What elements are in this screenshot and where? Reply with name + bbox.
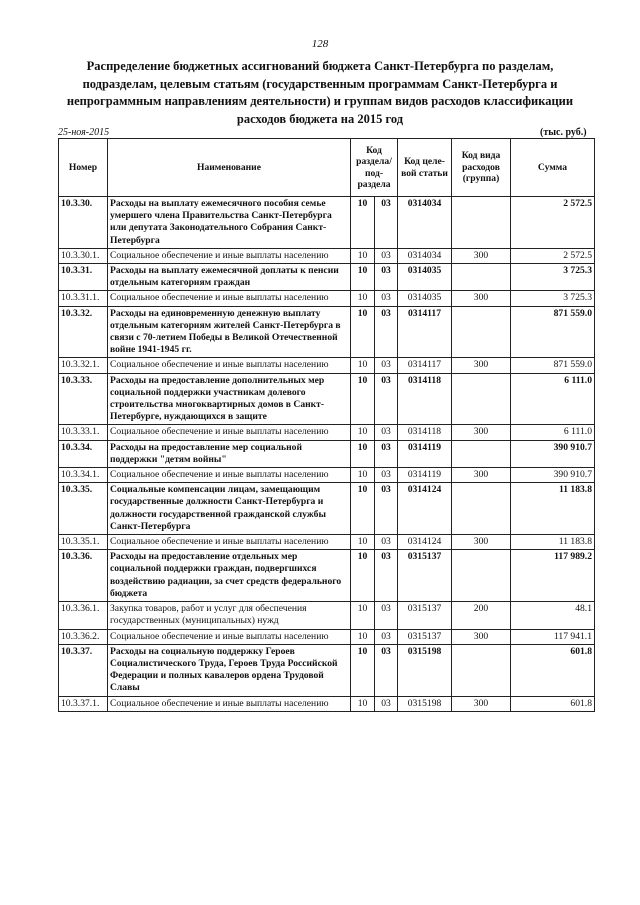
header-kind: Код вида расходов (группа) bbox=[452, 139, 511, 197]
row-sum: 48.1 bbox=[511, 602, 595, 629]
table-row bbox=[59, 535, 595, 550]
row-kind bbox=[452, 550, 511, 602]
table-row bbox=[59, 291, 595, 306]
row-section: 10 bbox=[351, 373, 375, 425]
row-section: 10 bbox=[351, 306, 375, 358]
row-sum: 6 111.0 bbox=[511, 425, 595, 440]
row-name: Расходы на единовременную денежную выплату отдельным категориям жителей Санкт-Петербурга в связи с 70-летием Победы в Великой Отечественной войне 1941-1945 гг. bbox=[108, 306, 351, 358]
row-number: 10.3.34.1. bbox=[59, 468, 108, 483]
row-target: 0315137 bbox=[398, 550, 452, 602]
row-section: 10 bbox=[351, 550, 375, 602]
row-subsection: 03 bbox=[375, 644, 398, 696]
row-name: Расходы на выплату ежемесячного пособия семье умершего члена Правительства Санкт-Петербурга или депутата Законодательного Собрания Санкт-Петербурга bbox=[108, 197, 351, 249]
row-target: 0314117 bbox=[398, 358, 452, 373]
row-section: 10 bbox=[351, 602, 375, 629]
row-section: 10 bbox=[351, 358, 375, 373]
table-row bbox=[59, 483, 595, 535]
title-line: непрограммным направлениям деятельности) и группам видов расходов классификации bbox=[66, 94, 574, 108]
table-row bbox=[59, 550, 595, 602]
header-name: Наименование bbox=[108, 139, 351, 197]
header-sum: Сумма bbox=[511, 139, 595, 197]
row-section: 10 bbox=[351, 483, 375, 535]
title-line: Распределение бюджетных ассигнований бюджета Санкт-Петербурга по разделам, bbox=[86, 59, 554, 73]
row-number: 10.3.37.1. bbox=[59, 696, 108, 711]
row-name: Расходы на предоставление дополнительных мер социальной поддержки участникам долевого строительства многоквартирных домов в Санкт-Петербурге, нуждающихся в защите bbox=[108, 373, 351, 425]
row-sum: 390 910.7 bbox=[511, 440, 595, 467]
row-subsection: 03 bbox=[375, 468, 398, 483]
row-number: 10.3.30.1. bbox=[59, 248, 108, 263]
row-subsection: 03 bbox=[375, 306, 398, 358]
row-section: 10 bbox=[351, 197, 375, 249]
table-row bbox=[59, 264, 595, 291]
row-target: 0314034 bbox=[398, 197, 452, 249]
table-row bbox=[59, 248, 595, 263]
page-number: 128 bbox=[311, 38, 329, 50]
row-sum: 601.8 bbox=[511, 644, 595, 696]
row-section: 10 bbox=[351, 535, 375, 550]
row-number: 10.3.32. bbox=[59, 306, 108, 358]
table-row bbox=[59, 425, 595, 440]
row-number: 10.3.31. bbox=[59, 264, 108, 291]
row-target: 0314118 bbox=[398, 373, 452, 425]
row-name: Социальное обеспечение и иные выплаты населению bbox=[108, 696, 351, 711]
row-kind: 300 bbox=[452, 629, 511, 644]
row-section: 10 bbox=[351, 291, 375, 306]
row-section: 10 bbox=[351, 440, 375, 467]
row-subsection: 03 bbox=[375, 602, 398, 629]
row-kind: 300 bbox=[452, 291, 511, 306]
row-target: 0314035 bbox=[398, 291, 452, 306]
table-row bbox=[59, 468, 595, 483]
row-kind bbox=[452, 197, 511, 249]
row-subsection: 03 bbox=[375, 440, 398, 467]
row-section: 10 bbox=[351, 425, 375, 440]
row-section: 10 bbox=[351, 629, 375, 644]
row-subsection: 03 bbox=[375, 291, 398, 306]
row-sum: 2 572.5 bbox=[511, 248, 595, 263]
row-number: 10.3.33.1. bbox=[59, 425, 108, 440]
row-target: 0315137 bbox=[398, 602, 452, 629]
row-sum: 11 183.8 bbox=[511, 535, 595, 550]
row-name: Расходы на социальную поддержку Героев Социалистического Труда, Героев Труда Российской Федерации и полных кавалеров ордена Трудовой Славы bbox=[108, 644, 351, 696]
row-subsection: 03 bbox=[375, 696, 398, 711]
units-label: (тыс. руб.) bbox=[540, 127, 587, 138]
header-number: Номер bbox=[59, 139, 108, 197]
row-target: 0315198 bbox=[398, 644, 452, 696]
row-section: 10 bbox=[351, 644, 375, 696]
table-row bbox=[59, 696, 595, 711]
row-number: 10.3.34. bbox=[59, 440, 108, 467]
row-subsection: 03 bbox=[375, 535, 398, 550]
row-sum: 11 183.8 bbox=[511, 483, 595, 535]
row-target: 0314034 bbox=[398, 248, 452, 263]
row-target: 0314124 bbox=[398, 483, 452, 535]
row-section: 10 bbox=[351, 248, 375, 263]
row-kind bbox=[452, 644, 511, 696]
row-name: Расходы на выплату ежемесячной доплаты к пенсии отдельным категориям граждан bbox=[108, 264, 351, 291]
row-sum: 871 559.0 bbox=[511, 358, 595, 373]
row-subsection: 03 bbox=[375, 248, 398, 263]
table-body bbox=[59, 197, 595, 712]
row-sum: 117 989.2 bbox=[511, 550, 595, 602]
header-section: Код раздела/ под-раздела bbox=[351, 139, 398, 197]
table-row bbox=[59, 602, 595, 629]
row-number: 10.3.37. bbox=[59, 644, 108, 696]
row-sum: 871 559.0 bbox=[511, 306, 595, 358]
row-kind: 300 bbox=[452, 468, 511, 483]
row-kind bbox=[452, 483, 511, 535]
row-subsection: 03 bbox=[375, 550, 398, 602]
table-row bbox=[59, 373, 595, 425]
row-name: Социальные компенсации лицам, замещающим государственные должности Санкт-Петербурга и должности государственной гражданской службы Санкт-Петербурга bbox=[108, 483, 351, 535]
row-kind: 300 bbox=[452, 425, 511, 440]
row-name: Социальное обеспечение и иные выплаты населению bbox=[108, 425, 351, 440]
header-target: Код целе-вой статьи bbox=[398, 139, 452, 197]
row-target: 0314119 bbox=[398, 440, 452, 467]
row-sum: 2 572.5 bbox=[511, 197, 595, 249]
row-kind: 300 bbox=[452, 535, 511, 550]
row-sum: 390 910.7 bbox=[511, 468, 595, 483]
table-row bbox=[59, 197, 595, 249]
row-subsection: 03 bbox=[375, 358, 398, 373]
row-name: Закупка товаров, работ и услуг для обеспечения государственных (муниципальных) нужд bbox=[108, 602, 351, 629]
row-subsection: 03 bbox=[375, 483, 398, 535]
row-sum: 6 111.0 bbox=[511, 373, 595, 425]
row-kind bbox=[452, 264, 511, 291]
row-section: 10 bbox=[351, 468, 375, 483]
row-name: Социальное обеспечение и иные выплаты населению bbox=[108, 468, 351, 483]
row-target: 0314119 bbox=[398, 468, 452, 483]
row-name: Социальное обеспечение и иные выплаты населению bbox=[108, 535, 351, 550]
table-row bbox=[59, 629, 595, 644]
row-subsection: 03 bbox=[375, 264, 398, 291]
row-number: 10.3.33. bbox=[59, 373, 108, 425]
row-name: Социальное обеспечение и иные выплаты населению bbox=[108, 248, 351, 263]
row-number: 10.3.36. bbox=[59, 550, 108, 602]
row-kind: 300 bbox=[452, 358, 511, 373]
row-target: 0315198 bbox=[398, 696, 452, 711]
row-kind: 200 bbox=[452, 602, 511, 629]
row-kind bbox=[452, 440, 511, 467]
document-title bbox=[40, 58, 600, 128]
title-line: расходов бюджета на 2015 год bbox=[236, 111, 404, 126]
row-subsection: 03 bbox=[375, 373, 398, 425]
row-target: 0315137 bbox=[398, 629, 452, 644]
row-target: 0314124 bbox=[398, 535, 452, 550]
table-row bbox=[59, 358, 595, 373]
row-number: 10.3.32.1. bbox=[59, 358, 108, 373]
row-number: 10.3.36.1. bbox=[59, 602, 108, 629]
budget-table bbox=[58, 138, 595, 712]
table-row bbox=[59, 440, 595, 467]
row-number: 10.3.30. bbox=[59, 197, 108, 249]
row-section: 10 bbox=[351, 264, 375, 291]
row-sum: 117 941.1 bbox=[511, 629, 595, 644]
table-row bbox=[59, 306, 595, 358]
row-sum: 3 725.3 bbox=[511, 264, 595, 291]
row-number: 10.3.31.1. bbox=[59, 291, 108, 306]
row-target: 0314117 bbox=[398, 306, 452, 358]
document-date: 25-ноя-2015 bbox=[58, 127, 110, 138]
title-line: подразделам, целевым статьям (государственным программам Санкт-Петербурга и bbox=[82, 76, 558, 91]
row-kind: 300 bbox=[452, 696, 511, 711]
row-name: Расходы на предоставление мер социальной поддержки "детям войны" bbox=[108, 440, 351, 467]
row-sum: 3 725.3 bbox=[511, 291, 595, 306]
row-name: Социальное обеспечение и иные выплаты населению bbox=[108, 291, 351, 306]
row-number: 10.3.35. bbox=[59, 483, 108, 535]
row-kind bbox=[452, 373, 511, 425]
row-subsection: 03 bbox=[375, 629, 398, 644]
table-row bbox=[59, 644, 595, 696]
row-subsection: 03 bbox=[375, 197, 398, 249]
row-name: Расходы на предоставление отдельных мер социальной поддержки граждан, подвергшихся воздействию радиации, за счет средств федерального бюджета bbox=[108, 550, 351, 602]
row-kind: 300 bbox=[452, 248, 511, 263]
row-number: 10.3.36.2. bbox=[59, 629, 108, 644]
row-name: Социальное обеспечение и иные выплаты населению bbox=[108, 629, 351, 644]
row-subsection: 03 bbox=[375, 425, 398, 440]
row-kind bbox=[452, 306, 511, 358]
row-target: 0314118 bbox=[398, 425, 452, 440]
row-number: 10.3.35.1. bbox=[59, 535, 108, 550]
row-section: 10 bbox=[351, 696, 375, 711]
table-header-row bbox=[59, 139, 595, 197]
row-name: Социальное обеспечение и иные выплаты населению bbox=[108, 358, 351, 373]
row-target: 0314035 bbox=[398, 264, 452, 291]
row-sum: 601.8 bbox=[511, 696, 595, 711]
